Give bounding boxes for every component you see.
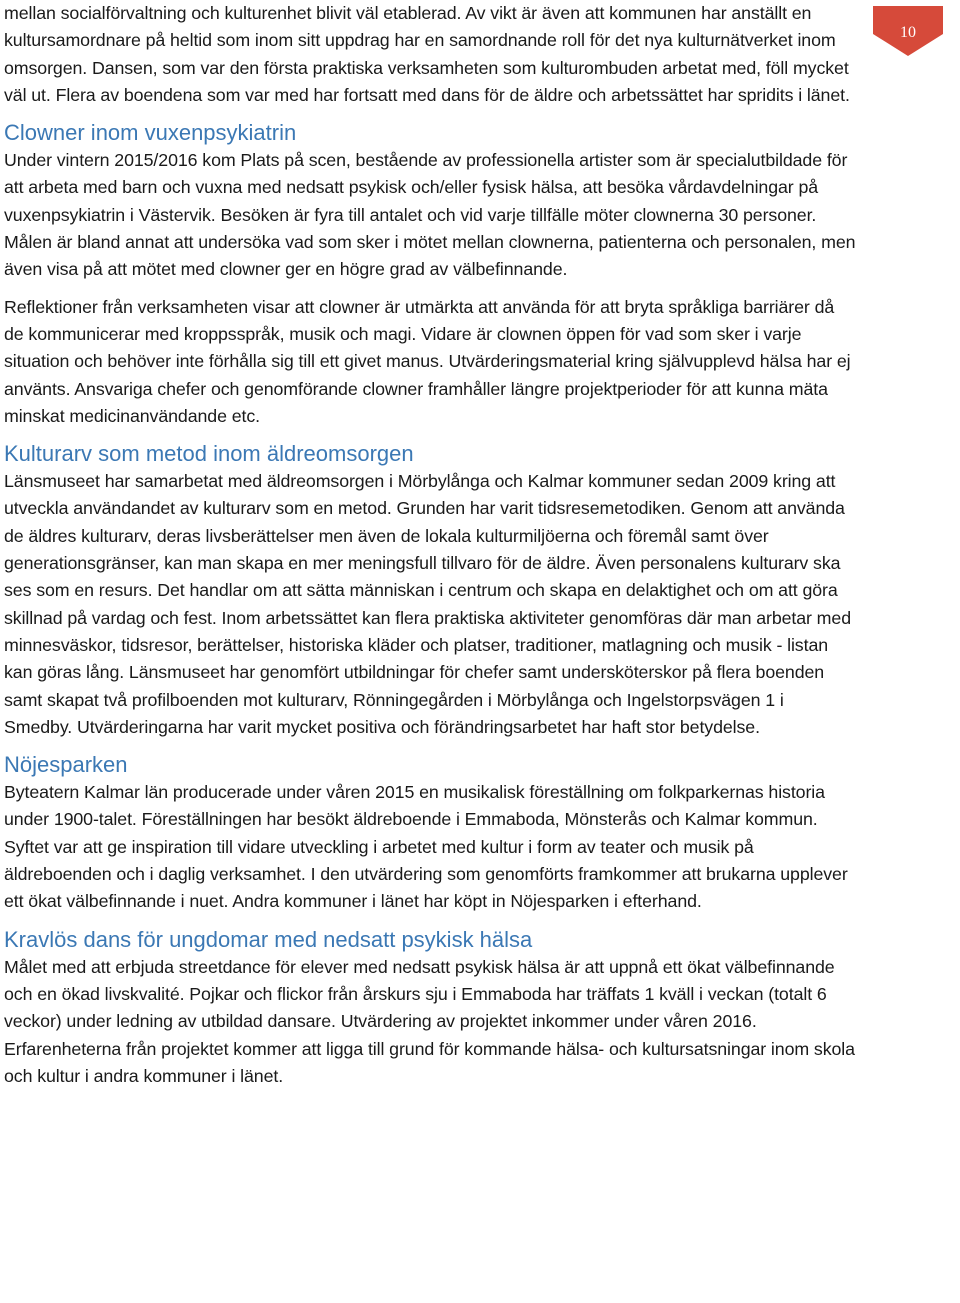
document-body — [4, 0, 856, 1090]
section-heading-kravlos-dans: Kravlös dans för ungdomar med nedsatt psykisk hälsa — [4, 926, 533, 952]
section-heading-nojesparken: Nöjesparken — [4, 752, 128, 778]
section-paragraph: Under vintern 2015/2016 kom Plats på scen, bestående av professionella artister som är specialutbildade för att arbeta med barn och vuxna med nedsatt psykisk och/eller fysisk hälsa, att besöka vårdavdelningar på vuxenpsykiatrin i Västervik. Besöken är fyra till antalet och vid varje tillfälle möter clownerna 30 personer. Målen är bland annat att undersöka vad som sker i mötet mellan clownerna, patienterna och personalen, men även visa på att mötet med clowner ger en högre grad av välbefinnande. — [4, 150, 856, 280]
section-paragraph: Reflektioner från verksamheten visar att clowner är utmärkta att använda för att bryta språkliga barriärer då de kommunicerar med kroppsspråk, musik och magi. Vidare är clownen öppen för vad som sker i varje situation och behöver inte förhålla sig till ett givet manus. Utvärderingsmaterial kring självupplevd hälsa har ej använts. Ansvariga chefer och genomförande clowner framhåller längre projektperioder för att kunna mäta minskat medicinanvändande etc. — [4, 296, 851, 426]
page-number-badge — [873, 6, 943, 56]
page-number: 10 — [900, 24, 916, 41]
section-heading-kulturarv: Kulturarv som metod inom äldreomsorgen — [4, 441, 414, 467]
section-paragraph: Byteatern Kalmar län producerade under våren 2015 en musikalisk föreställning om folkparkernas historia under 1900-talet. Föreställningen har besökt äldreboende i Emmaboda, Mönsterås och Kalmar kommun. Syftet var att ge inspiration till vidare utveckling i arbetet med kultur i form av teater och musik på äldreboenden och i daglig verksamhet. I den utvärdering som genomförts framkommer att brukarna upplever ett ökat välbefinnande i nuet. Andra kommuner i länet har köpt in Nöjesparken i efterhand. — [4, 782, 848, 912]
intro-paragraph: mellan socialförvaltning och kulturenhet blivit väl etablerad. Av vikt är även att kommunen har anställt en kultursamordnare på heltid som inom sitt uppdrag har en samordnande roll för det nya kulturnätverket inom omsorgen. Dansen, som var den första praktiska verksamheten som kulturombuden arbetat med, föll mycket väl ut. Flera av boendena som var med har fortsatt med dans för de äldre och arbetssättet har spridits i länet. — [4, 3, 850, 105]
section-heading-clowner: Clowner inom vuxenpsykiatrin — [4, 120, 297, 146]
section-paragraph: Länsmuseet har samarbetat med äldreomsorgen i Mörbylånga och Kalmar kommuner sedan 2009 kring att utveckla användandet av kulturarv som en metod. Grunden har varit tidsresemetodiken. Genom att använda de äldres kulturarv, deras livsberättelser men även de lokala kulturmiljöerna och föremål samt över generationsgränser, kan man skapa en mer meningsfull tillvaro för de äldre. Även personalens kulturarv ska ses som en resurs. Det handlar om att sätta människan i centrum och skapa en delaktighet och om att göra skillnad på vardag och fest. Inom arbetssättet kan flera praktiska aktiviteter genomföras där man arbetar med minnesväskor, tidsresor, berättelser, historiska kläder och platser, traditioner, matlagning och musik - listan kan göras lång. Länsmuseet har genomfört utbildningar för chefer samt undersköterskor på flera boenden samt skapat två profilboenden mot kulturarv, Rönningegården i Mörbylånga och Ingelstorpsvägen 1 i Smedby. Utvärderingarna har varit mycket positiva och förändringsarbetet har haft stor betydelse. — [4, 471, 851, 737]
section-paragraph: Målet med att erbjuda streetdance för elever med nedsatt psykisk hälsa är att uppnå ett ökat välbefinnande och en ökad livskvalité. Pojkar och flickor från årskurs sju i Emmaboda har träffats 1 kväll i veckan (totalt 6 veckor) under ledning av utbildad dansare. Utvärdering av projektet inkommer under våren 2016. Erfarenheterna från projektet kommer att ligga till grund för kommande hälsa- och kultursatsningar inom skola och kultur i andra kommuner i länet. — [4, 956, 855, 1086]
